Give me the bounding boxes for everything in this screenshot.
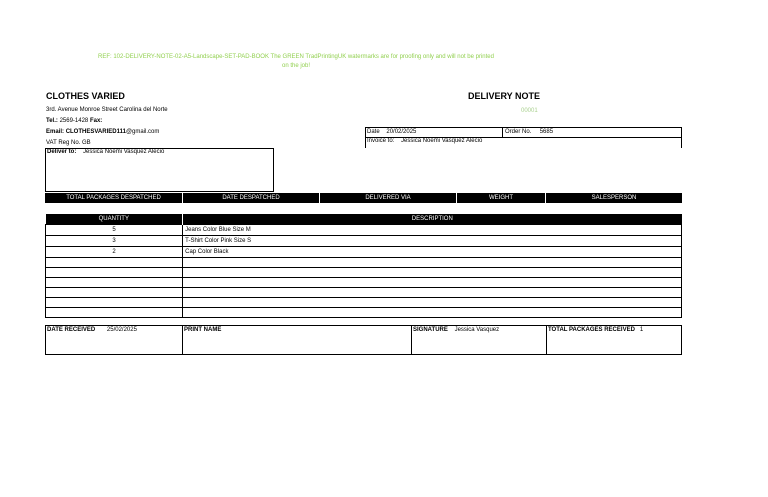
email-label: Email: (46, 129, 65, 135)
email-domain: @gmail.com (125, 129, 160, 135)
header-salesperson: SALESPERSON (546, 193, 682, 203)
tel-label: Tel.: (46, 118, 58, 124)
company-email-line (46, 129, 159, 135)
table-row (46, 288, 682, 298)
document-number: 00001 (521, 108, 538, 114)
date-line (367, 129, 416, 135)
total-received-label: TOTAL PACKAGES RECEIVED (548, 327, 635, 333)
description-cell (183, 308, 682, 318)
header-total-packages: TOTAL PACKAGES DESPATCHED (45, 193, 182, 203)
vat-number: VAT Reg No. GB (46, 140, 91, 146)
description-cell (183, 298, 682, 308)
description-cell: T-Shirt Color Pink Size S (183, 236, 682, 247)
invoice-label: Invoice to: (367, 138, 395, 144)
description-cell (183, 288, 682, 298)
quantity-cell (46, 308, 183, 318)
description-cell (183, 268, 682, 278)
table-row (46, 268, 682, 278)
order-label: Order No. (505, 129, 532, 135)
date-received-value: 25/02/2025 (106, 327, 137, 333)
description-cell (183, 278, 682, 288)
quantity-cell (46, 278, 183, 288)
description-cell: Cap Color Black (183, 247, 682, 258)
tel-value: 2569-1428 (59, 118, 89, 124)
order-line (505, 129, 553, 135)
table-row (46, 278, 682, 288)
company-address: 3rd. Avenue Monroe Street Carolina del Norte (46, 107, 168, 113)
fax-label: Fax: (89, 118, 103, 124)
deliver-value: Jessica Noemi Vasquez Alecio (83, 149, 165, 155)
quantity-cell: 3 (46, 236, 183, 247)
table-row (46, 247, 682, 258)
print-name-label: PRINT NAME (184, 327, 222, 333)
total-received-value: 1 (639, 327, 644, 333)
order-value: 5685 (539, 129, 554, 135)
table-row (46, 308, 682, 318)
deliver-line (47, 149, 164, 155)
company-phone-line (46, 118, 102, 124)
header-delivered-via: DELIVERED VIA (320, 193, 456, 203)
description-header: DESCRIPTION (183, 214, 682, 225)
quantity-cell (46, 298, 183, 308)
quantity-cell: 2 (46, 247, 183, 258)
header-weight: WEIGHT (457, 193, 545, 203)
items-table (45, 214, 682, 318)
quantity-cell (46, 258, 183, 268)
signature-value: Jessica Vasquez (454, 327, 500, 333)
date-order-divider (502, 127, 503, 138)
signature-label: SIGNATURE (413, 327, 448, 333)
quantity-cell (46, 268, 183, 278)
quantity-cell (46, 288, 183, 298)
description-cell (183, 258, 682, 268)
receipt-divider-2 (411, 325, 412, 355)
date-label: Date (367, 129, 380, 135)
receipt-divider-3 (546, 325, 547, 355)
date-received-line (47, 327, 137, 333)
table-row (46, 298, 682, 308)
invoice-line (367, 138, 482, 144)
table-row (46, 258, 682, 268)
date-value: 20/02/2025 (386, 129, 417, 135)
description-cell: Jeans Color Blue Size M (183, 225, 682, 236)
email-user: CLOTHESVARIED111 (65, 129, 126, 135)
table-row (46, 236, 682, 247)
signature-line (413, 327, 499, 333)
quantity-header: QUANTITY (46, 214, 183, 225)
company-name: CLOTHES VARIED (46, 91, 125, 101)
date-received-label: DATE RECEIVED (47, 327, 96, 333)
invoice-value: Jessica Noemi Vasquez Alecio (401, 138, 483, 144)
header-date-despatched: DATE DESPATCHED (183, 193, 319, 203)
quantity-cell: 5 (46, 225, 183, 236)
receipt-divider-1 (182, 325, 183, 355)
total-received-line (548, 327, 643, 333)
deliver-label: Deliver to: (47, 149, 77, 155)
document-title: DELIVERY NOTE (468, 91, 541, 101)
table-row (46, 225, 682, 236)
proof-watermark-note: REF: 102-DELIVERY-NOTE-02-A5-Landscape-SET-PAD-BOOK The GREEN TradPrintingUK watermarks are for proofing only and will not be printed on the job! (98, 54, 494, 69)
